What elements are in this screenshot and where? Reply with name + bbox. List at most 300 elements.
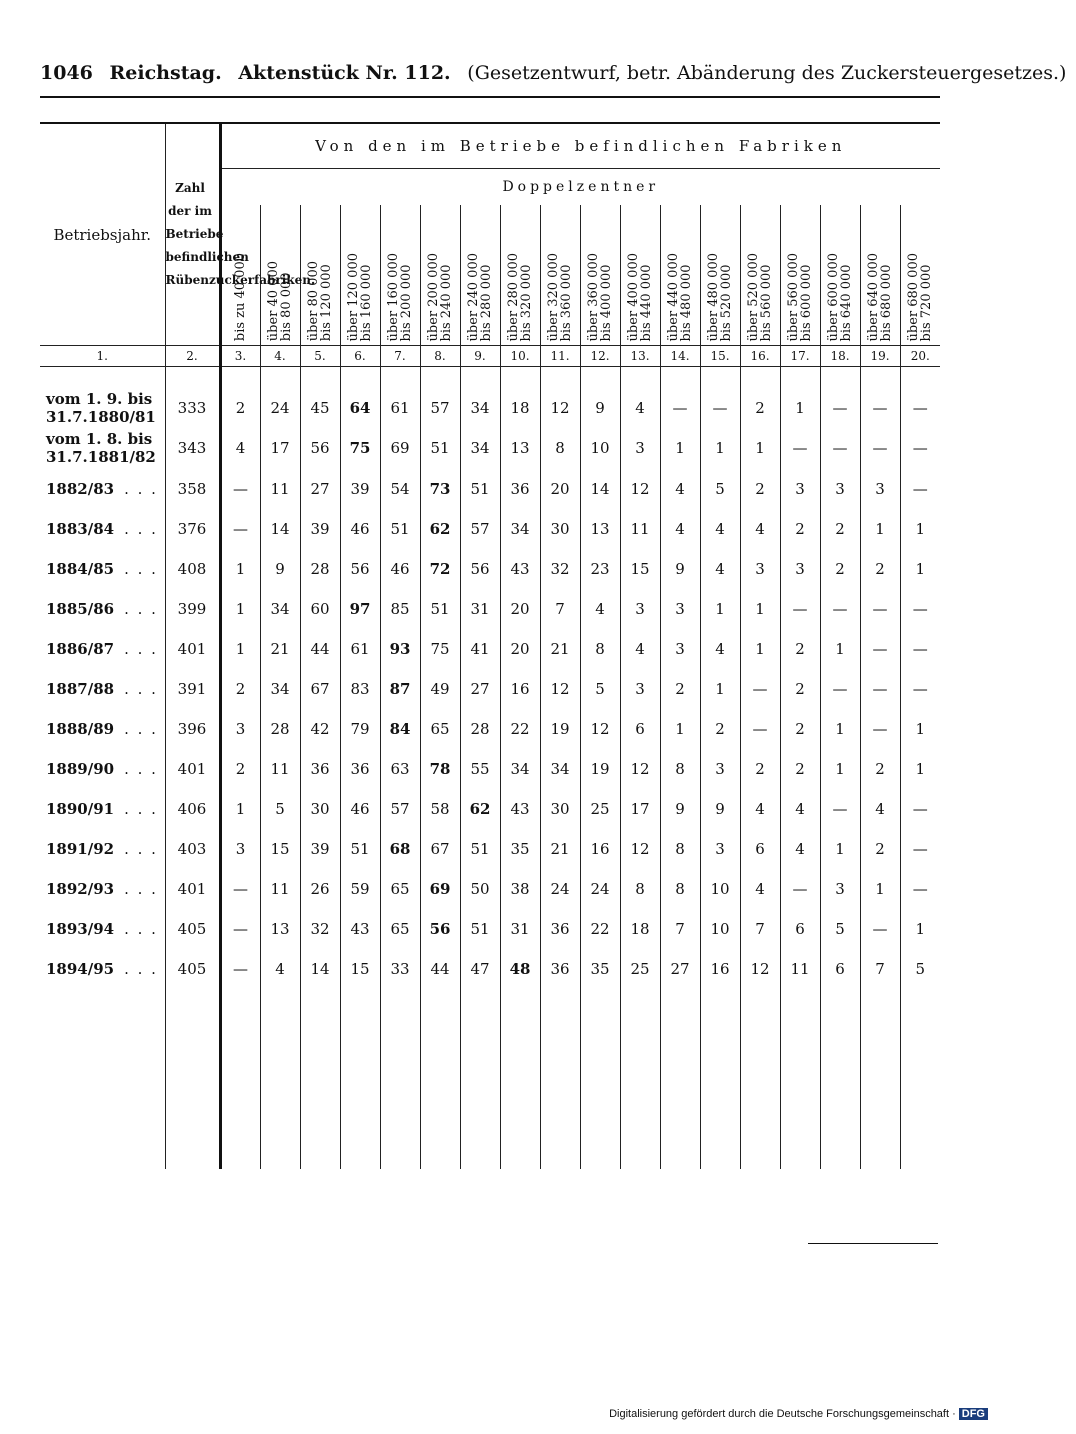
total-cell: 401 <box>165 629 220 669</box>
value-cell: 4 <box>700 509 740 549</box>
value-cell: 28 <box>300 549 340 589</box>
value-cell: 54 <box>380 469 420 509</box>
leader-dots: . . . <box>124 559 158 578</box>
value-cell: 18 <box>620 909 660 949</box>
value-cell: 1 <box>220 629 260 669</box>
value-cell: 2 <box>700 709 740 749</box>
value-cell: 18 <box>500 389 540 427</box>
value-cell: 3 <box>860 469 900 509</box>
value-cell: 12 <box>540 669 580 709</box>
value-cell: 2 <box>740 469 780 509</box>
value-cell: 24 <box>540 869 580 909</box>
range-label: über 320 000 bis 360 000 <box>546 252 574 341</box>
value-cell: — <box>820 789 860 829</box>
value-cell: 33 <box>380 949 420 989</box>
value-cell: 20 <box>540 469 580 509</box>
value-cell: 13 <box>580 509 620 549</box>
column-number: 10. <box>500 346 540 367</box>
year-cell <box>40 427 165 469</box>
total-cell: 405 <box>165 909 220 949</box>
value-cell: 31 <box>460 589 500 629</box>
year-cell <box>40 869 165 909</box>
value-cell: — <box>900 869 940 909</box>
col-header-year: Betriebsjahr. <box>53 225 152 244</box>
value-cell: 4 <box>740 509 780 549</box>
value-cell: — <box>860 909 900 949</box>
value-cell: 3 <box>620 589 660 629</box>
value-cell: 8 <box>580 629 620 669</box>
table-row <box>40 509 940 549</box>
total-cell: 399 <box>165 589 220 629</box>
value-cell: 4 <box>780 829 820 869</box>
value-cell: 69 <box>420 869 460 909</box>
value-cell: 14 <box>300 949 340 989</box>
table-row <box>40 709 940 749</box>
value-cell: — <box>220 869 260 909</box>
dfg-logo: DFG <box>959 1408 988 1420</box>
year-label: 1882/83 <box>46 479 115 498</box>
table-row <box>40 589 940 629</box>
range-label: über 640 000 bis 680 000 <box>866 252 894 341</box>
value-cell: 25 <box>620 949 660 989</box>
digitization-footer <box>609 1408 988 1420</box>
value-cell: 62 <box>420 509 460 549</box>
sugar-factory-table <box>40 124 940 1169</box>
value-cell: 43 <box>500 789 540 829</box>
value-cell: 4 <box>780 789 820 829</box>
value-cell: 6 <box>740 829 780 869</box>
value-cell: 20 <box>500 589 540 629</box>
value-cell: 59 <box>340 869 380 909</box>
value-cell: 8 <box>660 869 700 909</box>
range-header <box>740 205 780 346</box>
value-cell: 43 <box>340 909 380 949</box>
value-cell: 1 <box>220 549 260 589</box>
value-cell: 2 <box>860 749 900 789</box>
value-cell: 48 <box>500 949 540 989</box>
value-cell: 4 <box>660 509 700 549</box>
value-cell: 63 <box>380 749 420 789</box>
value-cell: 44 <box>300 629 340 669</box>
value-cell: 60 <box>300 589 340 629</box>
column-number: 19. <box>860 346 900 367</box>
value-cell: 84 <box>380 709 420 749</box>
total-cell: 333 <box>165 389 220 427</box>
value-cell: 4 <box>620 389 660 427</box>
total-cell: 358 <box>165 469 220 509</box>
value-cell: 14 <box>580 469 620 509</box>
column-number: 14. <box>660 346 700 367</box>
value-cell: 47 <box>460 949 500 989</box>
value-cell: 2 <box>220 749 260 789</box>
value-cell: 56 <box>420 909 460 949</box>
column-number: 1. <box>40 346 165 367</box>
value-cell: 21 <box>260 629 300 669</box>
year-label: 1892/93 <box>46 879 115 898</box>
value-cell: 7 <box>860 949 900 989</box>
value-cell: 62 <box>460 789 500 829</box>
value-cell: — <box>860 709 900 749</box>
value-cell: — <box>820 669 860 709</box>
value-cell: 8 <box>660 829 700 869</box>
total-cell: 405 <box>165 949 220 989</box>
value-cell: 75 <box>420 629 460 669</box>
value-cell: 27 <box>300 469 340 509</box>
value-cell: 3 <box>780 549 820 589</box>
value-cell: 56 <box>460 549 500 589</box>
value-cell: 2 <box>740 389 780 427</box>
value-cell: 5 <box>580 669 620 709</box>
value-cell: 34 <box>460 389 500 427</box>
value-cell: 36 <box>500 469 540 509</box>
year-label: 1888/89 <box>46 719 115 738</box>
total-cell: 401 <box>165 869 220 909</box>
table-row <box>40 669 940 709</box>
value-cell: 11 <box>620 509 660 549</box>
value-cell: 30 <box>540 509 580 549</box>
value-cell: 2 <box>660 669 700 709</box>
value-cell: 9 <box>580 389 620 427</box>
value-cell: 72 <box>420 549 460 589</box>
range-header <box>780 205 820 346</box>
value-cell: 12 <box>540 389 580 427</box>
value-cell: 1 <box>780 389 820 427</box>
total-cell: 408 <box>165 549 220 589</box>
value-cell: 1 <box>740 427 780 469</box>
leader-dots: . . . <box>124 519 158 538</box>
year-cell <box>40 749 165 789</box>
value-cell: 3 <box>220 709 260 749</box>
value-cell: 14 <box>260 509 300 549</box>
value-cell: 2 <box>780 629 820 669</box>
value-cell: 2 <box>220 389 260 427</box>
value-cell: 16 <box>580 829 620 869</box>
column-number: 15. <box>700 346 740 367</box>
value-cell: 21 <box>540 829 580 869</box>
value-cell: 4 <box>740 869 780 909</box>
value-cell: 8 <box>540 427 580 469</box>
value-cell: 4 <box>700 549 740 589</box>
value-cell: 1 <box>900 909 940 949</box>
value-cell: 51 <box>460 909 500 949</box>
column-number: 4. <box>260 346 300 367</box>
header-subject: (Gesetzentwurf, betr. Abänderung des Zuckersteuergesetzes.) <box>467 62 1067 84</box>
header-rule <box>40 96 940 98</box>
value-cell: 3 <box>660 589 700 629</box>
total-cell: 376 <box>165 509 220 549</box>
value-cell: 43 <box>500 549 540 589</box>
value-cell: 65 <box>420 709 460 749</box>
value-cell: 93 <box>380 629 420 669</box>
value-cell: 28 <box>260 709 300 749</box>
range-label: über 400 000 bis 440 000 <box>626 252 654 341</box>
value-cell: 22 <box>580 909 620 949</box>
value-cell: 17 <box>620 789 660 829</box>
value-cell: 1 <box>740 589 780 629</box>
year-label: 1887/88 <box>46 679 115 698</box>
year-cell <box>40 709 165 749</box>
value-cell: — <box>900 629 940 669</box>
year-label: 1884/85 <box>46 559 115 578</box>
value-cell: 1 <box>740 629 780 669</box>
header-document: Aktenstück Nr. 112. <box>238 62 451 84</box>
leader-dots: . . . <box>124 599 158 618</box>
value-cell: 55 <box>460 749 500 789</box>
value-cell: 3 <box>780 469 820 509</box>
value-cell: 1 <box>860 869 900 909</box>
value-cell: — <box>740 669 780 709</box>
total-cell: 406 <box>165 789 220 829</box>
range-label: über 40 000 bis 80 000 <box>266 260 294 341</box>
group-header: Von den im Betriebe befindlichen Fabriken <box>220 124 940 169</box>
column-number: 11. <box>540 346 580 367</box>
value-cell: 64 <box>340 389 380 427</box>
value-cell: 13 <box>260 909 300 949</box>
spacer-row <box>40 367 940 389</box>
value-cell: 3 <box>700 829 740 869</box>
range-label: über 80 000 bis 120 000 <box>306 260 334 341</box>
leader-dots: . . . <box>124 479 158 498</box>
value-cell: 57 <box>460 509 500 549</box>
total-cell: 391 <box>165 669 220 709</box>
range-label: über 280 000 bis 320 000 <box>506 252 534 341</box>
value-cell: 12 <box>740 949 780 989</box>
column-number: 9. <box>460 346 500 367</box>
value-cell: — <box>860 669 900 709</box>
column-number: 3. <box>220 346 260 367</box>
value-cell: — <box>900 789 940 829</box>
value-cell: — <box>780 869 820 909</box>
table-row <box>40 549 940 589</box>
value-cell: 7 <box>740 909 780 949</box>
value-cell: 57 <box>420 389 460 427</box>
year-label: 1891/92 <box>46 839 115 858</box>
value-cell: 9 <box>260 549 300 589</box>
year-cell <box>40 669 165 709</box>
value-cell: 6 <box>620 709 660 749</box>
value-cell: 50 <box>460 869 500 909</box>
value-cell: 73 <box>420 469 460 509</box>
value-cell: 2 <box>860 549 900 589</box>
column-number: 7. <box>380 346 420 367</box>
header-institution: Reichstag. <box>109 62 222 84</box>
value-cell: 4 <box>700 629 740 669</box>
value-cell: 68 <box>380 829 420 869</box>
value-cell: 1 <box>900 749 940 789</box>
value-cell: 2 <box>780 509 820 549</box>
value-cell: 1 <box>660 709 700 749</box>
range-label: über 160 000 bis 200 000 <box>386 252 414 341</box>
range-header <box>580 205 620 346</box>
column-number: 12. <box>580 346 620 367</box>
value-cell: 32 <box>300 909 340 949</box>
value-cell: — <box>220 909 260 949</box>
range-label: über 520 000 bis 560 000 <box>746 252 774 341</box>
value-cell: 67 <box>300 669 340 709</box>
value-cell: 15 <box>340 949 380 989</box>
column-number: 17. <box>780 346 820 367</box>
page-number: 1046 <box>40 62 93 84</box>
value-cell: — <box>820 389 860 427</box>
value-cell: 51 <box>460 469 500 509</box>
value-cell: 51 <box>460 829 500 869</box>
leader-dots: . . . <box>124 919 158 938</box>
value-cell: 75 <box>340 427 380 469</box>
value-cell: 39 <box>300 829 340 869</box>
value-cell: 56 <box>340 549 380 589</box>
value-cell: — <box>660 389 700 427</box>
year-cell <box>40 589 165 629</box>
value-cell: 3 <box>620 427 660 469</box>
range-label: über 240 000 bis 280 000 <box>466 252 494 341</box>
value-cell: — <box>860 389 900 427</box>
value-cell: 4 <box>740 789 780 829</box>
value-cell: 85 <box>380 589 420 629</box>
value-cell: — <box>900 829 940 869</box>
value-cell: 49 <box>420 669 460 709</box>
footnote-rule <box>808 1243 938 1244</box>
value-cell: 7 <box>660 909 700 949</box>
value-cell: 10 <box>700 909 740 949</box>
value-cell: 1 <box>900 549 940 589</box>
total-cell: 403 <box>165 829 220 869</box>
value-cell: 2 <box>780 669 820 709</box>
value-cell: 1 <box>900 709 940 749</box>
leader-dots: . . . <box>124 959 158 978</box>
range-label: bis zu 40 000 <box>233 252 248 341</box>
column-number: 6. <box>340 346 380 367</box>
value-cell: 12 <box>620 469 660 509</box>
value-cell: 9 <box>660 789 700 829</box>
value-cell: 22 <box>500 709 540 749</box>
value-cell: 13 <box>500 427 540 469</box>
range-header <box>380 205 420 346</box>
value-cell: 17 <box>260 427 300 469</box>
value-cell: 67 <box>420 829 460 869</box>
range-label: über 360 000 bis 400 000 <box>586 252 614 341</box>
leader-dots: . . . <box>124 759 158 778</box>
value-cell: 4 <box>620 629 660 669</box>
value-cell: 36 <box>300 749 340 789</box>
value-cell: — <box>900 669 940 709</box>
value-cell: 35 <box>580 949 620 989</box>
table-row <box>40 749 940 789</box>
value-cell: — <box>860 589 900 629</box>
value-cell: 58 <box>420 789 460 829</box>
value-cell: 12 <box>620 749 660 789</box>
value-cell: 34 <box>460 427 500 469</box>
value-cell: 57 <box>380 789 420 829</box>
value-cell: 9 <box>700 789 740 829</box>
value-cell: 30 <box>540 789 580 829</box>
value-cell: 5 <box>700 469 740 509</box>
value-cell: 3 <box>620 669 660 709</box>
column-number: 16. <box>740 346 780 367</box>
table-row <box>40 949 940 989</box>
leader-dots: . . . <box>124 679 158 698</box>
value-cell: 21 <box>540 629 580 669</box>
total-cell: 396 <box>165 709 220 749</box>
value-cell: 2 <box>780 749 820 789</box>
column-number: 2. <box>165 346 220 367</box>
column-number: 18. <box>820 346 860 367</box>
leader-dots: . . . <box>124 639 158 658</box>
range-label: über 680 000 bis 720 000 <box>906 252 935 341</box>
leader-dots: . . . <box>124 799 158 818</box>
value-cell: 5 <box>900 949 940 989</box>
value-cell: 12 <box>620 829 660 869</box>
table-row <box>40 469 940 509</box>
value-cell: 16 <box>700 949 740 989</box>
range-header <box>820 205 860 346</box>
value-cell: 36 <box>540 909 580 949</box>
value-cell: 1 <box>700 427 740 469</box>
value-cell: 3 <box>740 549 780 589</box>
value-cell: 1 <box>660 427 700 469</box>
value-cell: 51 <box>420 427 460 469</box>
table-row <box>40 427 940 469</box>
value-cell: 2 <box>220 669 260 709</box>
value-cell: 69 <box>380 427 420 469</box>
value-cell: 12 <box>580 709 620 749</box>
value-cell: 3 <box>820 469 860 509</box>
value-cell: 51 <box>340 829 380 869</box>
column-number: 13. <box>620 346 660 367</box>
table-row <box>40 909 940 949</box>
value-cell: 46 <box>340 509 380 549</box>
value-cell: 2 <box>820 509 860 549</box>
value-cell: 2 <box>860 829 900 869</box>
value-cell: — <box>820 589 860 629</box>
value-cell: — <box>220 509 260 549</box>
year-cell <box>40 469 165 509</box>
value-cell: 1 <box>700 589 740 629</box>
value-cell: 1 <box>700 669 740 709</box>
value-cell: 39 <box>300 509 340 549</box>
value-cell: 36 <box>340 749 380 789</box>
range-header <box>420 205 460 346</box>
value-cell: 83 <box>340 669 380 709</box>
total-cell: 401 <box>165 749 220 789</box>
column-number: 20. <box>900 346 940 367</box>
value-cell: 11 <box>780 949 820 989</box>
value-cell: 15 <box>620 549 660 589</box>
value-cell: 78 <box>420 749 460 789</box>
value-cell: — <box>700 389 740 427</box>
value-cell: 44 <box>420 949 460 989</box>
year-label: vom 1. 9. bis 31.7.1880/81 <box>46 389 156 426</box>
range-header <box>540 205 580 346</box>
value-cell: 36 <box>540 949 580 989</box>
value-cell: — <box>860 629 900 669</box>
value-cell: 1 <box>220 789 260 829</box>
value-cell: 39 <box>340 469 380 509</box>
value-cell: 45 <box>300 389 340 427</box>
year-cell <box>40 829 165 869</box>
value-cell: 65 <box>380 869 420 909</box>
value-cell: 35 <box>500 829 540 869</box>
year-label: 1890/91 <box>46 799 115 818</box>
value-cell: — <box>900 389 940 427</box>
filler-row <box>40 989 940 1169</box>
value-cell: 65 <box>380 909 420 949</box>
value-cell: 11 <box>260 869 300 909</box>
range-label: über 120 000 bis 160 000 <box>346 252 374 341</box>
value-cell: 27 <box>660 949 700 989</box>
table-row <box>40 829 940 869</box>
value-cell: 6 <box>780 909 820 949</box>
value-cell: 46 <box>340 789 380 829</box>
